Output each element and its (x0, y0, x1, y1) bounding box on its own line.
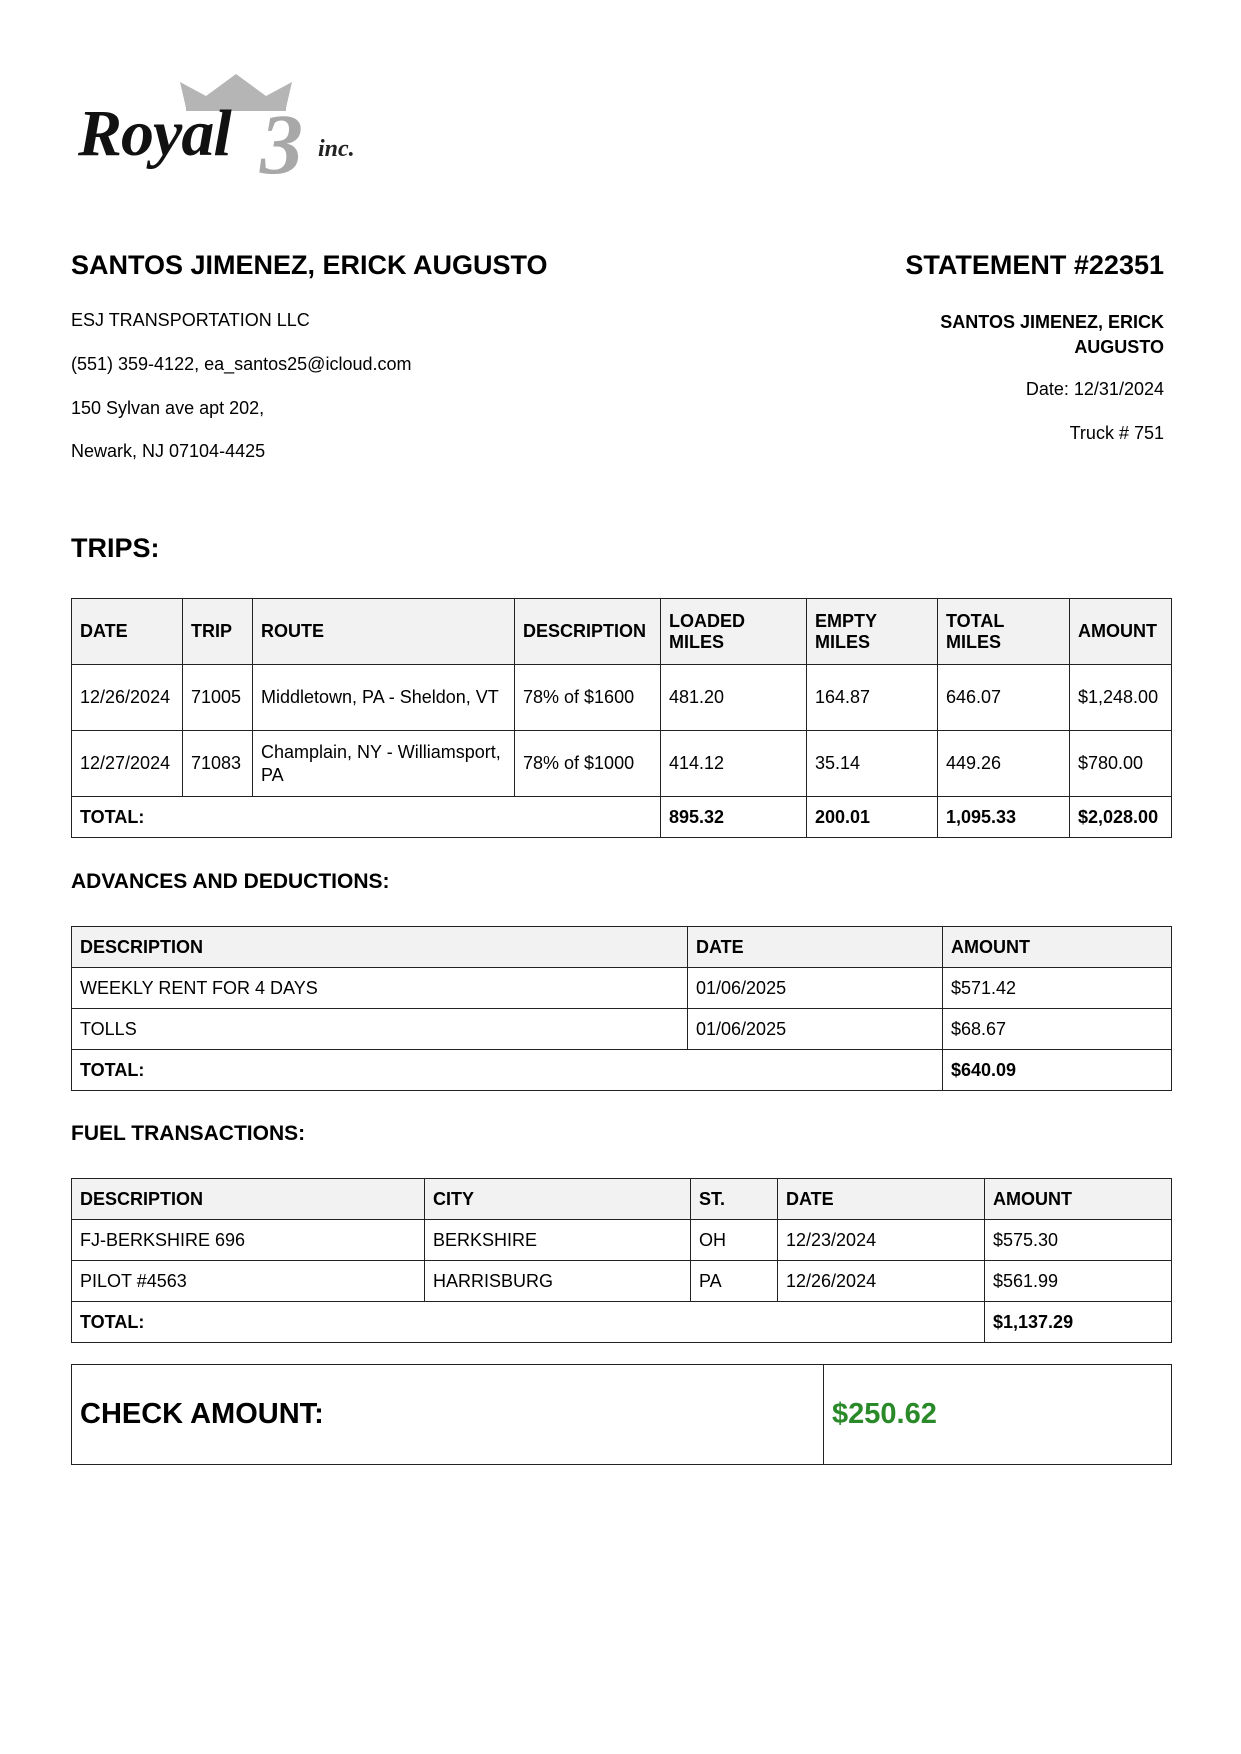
column-header: DATE (778, 1179, 985, 1220)
check-amount-label: CHECK AMOUNT: (72, 1365, 824, 1465)
table-header-row (72, 599, 1172, 665)
fuel-description: FJ-BERKSHIRE 696 (72, 1220, 425, 1261)
truck-number: Truck # 751 (1069, 423, 1164, 443)
deduction-description: WEEKLY RENT FOR 4 DAYS (72, 968, 688, 1009)
total-miles: 1,095.33 (938, 797, 1070, 838)
trip-loaded-miles: 481.20 (661, 665, 807, 731)
table-header-row (72, 927, 1172, 968)
table-row (72, 731, 1172, 797)
column-header: EMPTY MILES (807, 599, 938, 665)
statement-date: Date: 12/31/2024 (1025, 379, 1164, 399)
trips-heading: TRIPS: (71, 533, 160, 563)
column-header: AMOUNT (1070, 599, 1172, 665)
column-header: CITY (425, 1179, 691, 1220)
driver-name: SANTOS JIMENEZ, ERICK AUGUSTO (71, 250, 548, 280)
logo-wordmark: Royal (78, 97, 231, 170)
trip-amount: $780.00 (1070, 731, 1172, 797)
table-row (72, 1261, 1172, 1302)
fuel-state: PA (691, 1261, 778, 1302)
statement-driver-name: SANTOS JIMENEZ, ERICK AUGUSTO (940, 312, 1164, 357)
total-amount: $640.09 (943, 1050, 1172, 1091)
deduction-date: 01/06/2025 (688, 968, 943, 1009)
fuel-city: HARRISBURG (425, 1261, 691, 1302)
table-row (72, 968, 1172, 1009)
column-header: DESCRIPTION (72, 1179, 425, 1220)
trip-total-miles: 449.26 (938, 731, 1070, 797)
total-amount: $2,028.00 (1070, 797, 1172, 838)
table-row (72, 1220, 1172, 1261)
deduction-amount: $571.42 (943, 968, 1172, 1009)
trip-empty-miles: 164.87 (807, 665, 938, 731)
table-total-row (72, 797, 1172, 838)
fuel-table (71, 1178, 1172, 1343)
deduction-description: TOLLS (72, 1009, 688, 1050)
total-label: TOTAL: (72, 797, 661, 838)
total-label: TOTAL: (72, 1302, 985, 1343)
address-line-1: 150 Sylvan ave apt 202, (71, 398, 265, 418)
trip-empty-miles: 35.14 (807, 731, 938, 797)
total-empty-miles: 200.01 (807, 797, 938, 838)
statement-title: STATEMENT #22351 (905, 250, 1164, 280)
logo-suffix: inc. (318, 136, 355, 162)
total-amount: $1,137.29 (985, 1302, 1172, 1343)
trip-description: 78% of $1000 (515, 731, 661, 797)
fuel-city: BERKSHIRE (425, 1220, 691, 1261)
fuel-state: OH (691, 1220, 778, 1261)
total-label: TOTAL: (72, 1050, 943, 1091)
column-header: ST. (691, 1179, 778, 1220)
trip-loaded-miles: 414.12 (661, 731, 807, 797)
total-loaded-miles: 895.32 (661, 797, 807, 838)
deduction-amount: $68.67 (943, 1009, 1172, 1050)
address-line-2: Newark, NJ 07104-4425 (71, 441, 266, 461)
trips-table (71, 598, 1172, 838)
fuel-amount: $575.30 (985, 1220, 1172, 1261)
fuel-amount: $561.99 (985, 1261, 1172, 1302)
column-header: DESCRIPTION (515, 599, 661, 665)
trip-total-miles: 646.07 (938, 665, 1070, 731)
trip-description: 78% of $1600 (515, 665, 661, 731)
table-row (72, 1009, 1172, 1050)
trip-amount: $1,248.00 (1070, 665, 1172, 731)
column-header: DATE (72, 599, 183, 665)
deductions-heading: ADVANCES AND DEDUCTIONS: (71, 870, 390, 893)
trip-date: 12/26/2024 (72, 665, 183, 731)
column-header: AMOUNT (943, 927, 1172, 968)
table-row (72, 665, 1172, 731)
column-header: AMOUNT (985, 1179, 1172, 1220)
column-header: TOTAL MILES (938, 599, 1070, 665)
column-header: DATE (688, 927, 943, 968)
company-logo (72, 72, 392, 192)
fuel-heading: FUEL TRANSACTIONS: (71, 1122, 306, 1145)
fuel-description: PILOT #4563 (72, 1261, 425, 1302)
trip-route: Middletown, PA - Sheldon, VT (253, 665, 515, 731)
column-header: TRIP (183, 599, 253, 665)
table-total-row (72, 1302, 1172, 1343)
check-amount-box (71, 1364, 1172, 1465)
column-header: DESCRIPTION (72, 927, 688, 968)
check-amount-value: $250.62 (824, 1365, 1172, 1465)
fuel-date: 12/26/2024 (778, 1261, 985, 1302)
logo-number: 3 (260, 96, 303, 192)
trip-route: Champlain, NY - Williamsport, PA (253, 731, 515, 797)
company-name: ESJ TRANSPORTATION LLC (71, 310, 310, 330)
trip-number: 71083 (183, 731, 253, 797)
column-header: ROUTE (253, 599, 515, 665)
table-total-row (72, 1050, 1172, 1091)
deductions-table (71, 926, 1172, 1091)
table-header-row (72, 1179, 1172, 1220)
column-header: LOADED MILES (661, 599, 807, 665)
fuel-date: 12/23/2024 (778, 1220, 985, 1261)
trip-number: 71005 (183, 665, 253, 731)
contact-info: (551) 359-4122, ea_santos25@icloud.com (71, 354, 412, 374)
trip-date: 12/27/2024 (72, 731, 183, 797)
deduction-date: 01/06/2025 (688, 1009, 943, 1050)
check-row (72, 1365, 1172, 1465)
